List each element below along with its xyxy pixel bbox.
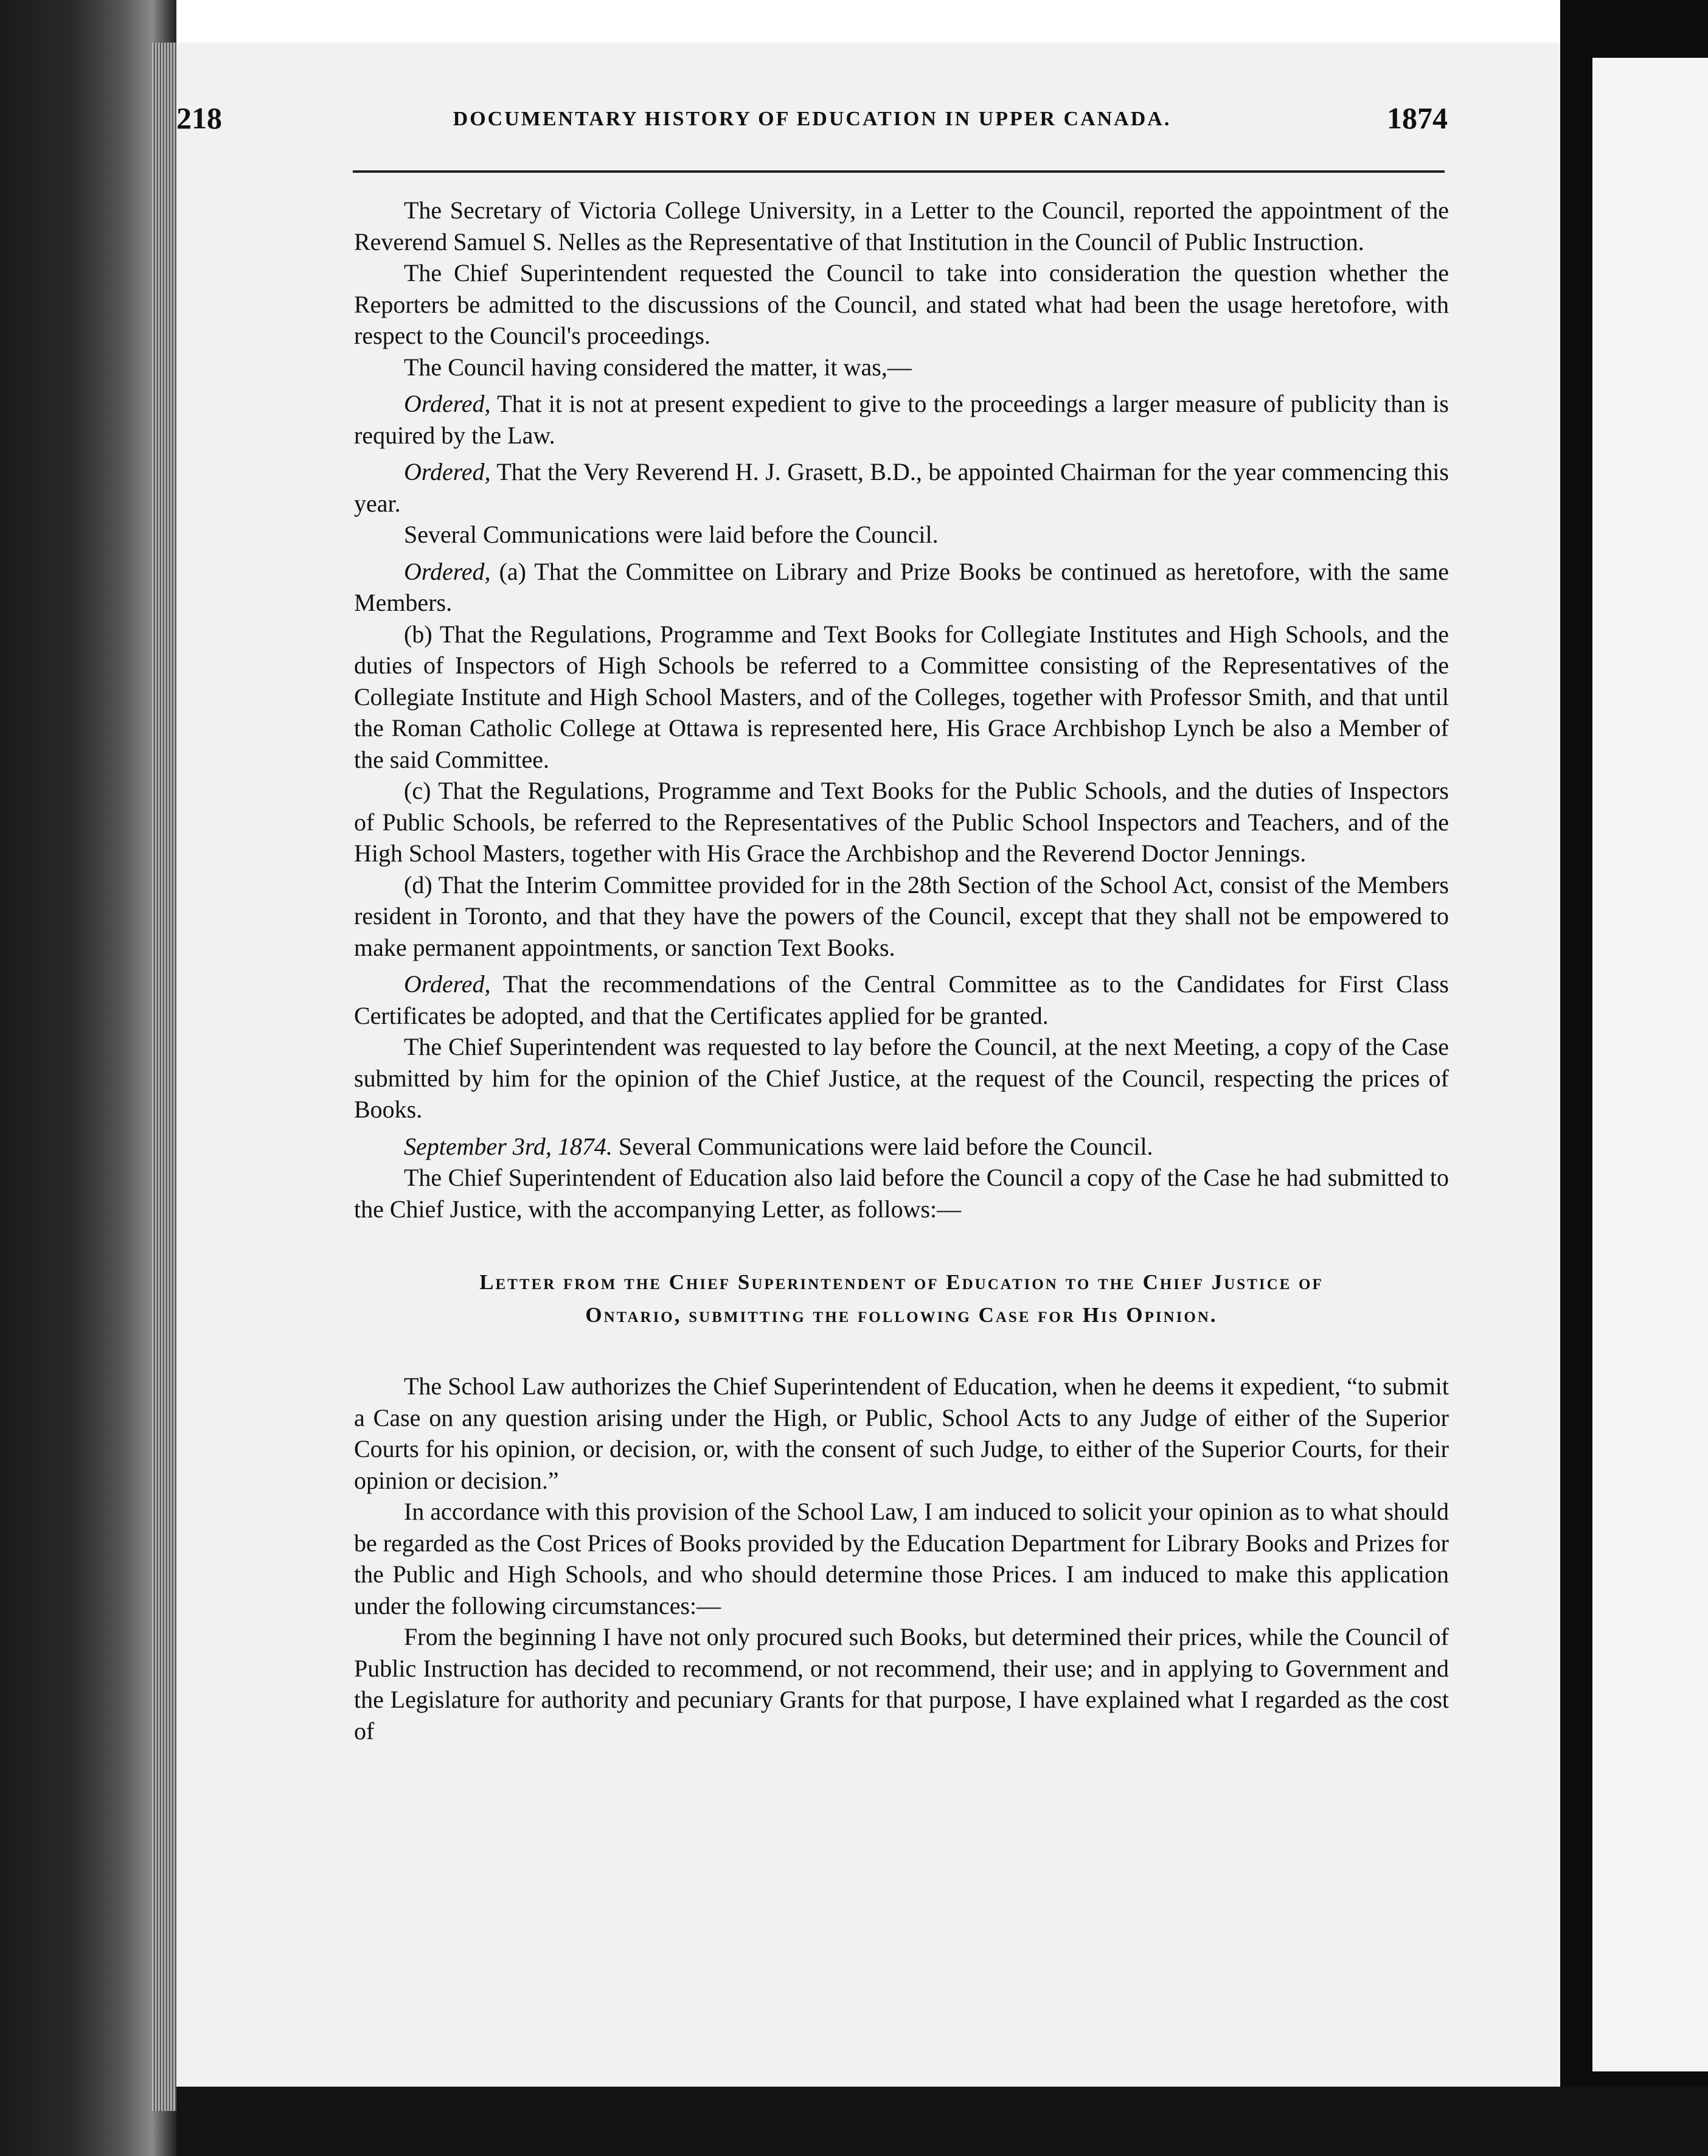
paragraph: The Secretary of Victoria College University, in a Letter to the Council, reported the appointment of the Reverend Samuel S. Nelles as the Representative of that Institution in the Council of Public Instruction.	[354, 196, 1449, 256]
paragraph: Several Communications were laid before the Council.	[404, 521, 939, 548]
ordered-lead: Ordered,	[404, 557, 491, 585]
page-body	[354, 195, 1449, 1747]
letter-paragraph: In accordance with this provision of the School Law, I am induced to solicit your opinion as to what should be regarded as the Cost Prices of Books provided by the Education Department for Library Books and Prizes for the Public and High Schools, and who should determine those Prices. I am induced to make this application under the following circumstances:—	[354, 1498, 1449, 1619]
ordered-lead: Ordered,	[404, 458, 491, 485]
paragraph: (c) That the Regulations, Programme and Text Books for the Public Schools, and the duties of Inspectors of Public Schools, be referred to the Representatives of the Public School Inspectors and Teachers, and of the High School Masters, together with His Grace the Archbishop and the Reverend Doctor Jennings.	[354, 777, 1449, 867]
letter-paragraph: The School Law authorizes the Chief Superintendent of Education, when he deems it expedient, “to submit a Case on any question arising under the High, or Public, School Acts to any Judge of either of the Superior Courts for his opinion, or decision, or, with the consent of such Judge, to either of the Superior Courts, for their opinion or decision.”	[354, 1372, 1449, 1494]
page-edges	[152, 43, 176, 2111]
paragraph: Ordered, That it is not at present expedient to give to the proceedings a larger measure of publicity than is required by the Law.	[354, 390, 1449, 449]
ordered-lead: Ordered,	[404, 970, 491, 998]
paragraph: Ordered, That the Very Reverend H. J. Grasett, B.D., be appointed Chairman for the year commencing this year.	[354, 458, 1449, 517]
facing-page-edge	[1592, 58, 1708, 2071]
paragraph: September 3rd, 1874. Several Communications were laid before the Council.	[404, 1132, 1153, 1160]
paragraph: The Chief Superintendent of Education also laid before the Council a copy of the Case he had submitted to the Chief Justice, with the accompanying Letter, as follows:—	[354, 1164, 1449, 1223]
page-number: 218	[176, 101, 222, 135]
section-heading-line: Ontario, submitting the following Case for His Opinion.	[585, 1303, 1218, 1327]
paragraph: (b) That the Regulations, Programme and Text Books for Collegiate Institutes and High Schools, and the duties of Inspectors of High Schools be referred to a Committee consisting of the Representatives of the Collegiate Institute and High School Masters, and of the Colleges, together with Professor Smith, and that until the Roman Catholic College at Ottawa is represented here, His Grace Archbishop Lynch be also a Member of the said Committee.	[354, 620, 1449, 773]
paragraph: The Council having considered the matter, it was,—	[404, 353, 912, 381]
ordered-lead: Ordered,	[404, 390, 491, 417]
running-title: DOCUMENTARY HISTORY OF EDUCATION IN UPPER CANADA.	[453, 108, 1172, 130]
paragraph: The Chief Superintendent was requested to lay before the Council, at the next Meeting, a copy of the Case submitted by him for the opinion of the Chief Justice, at the request of the Council, respecting the prices of Books.	[354, 1033, 1449, 1123]
paragraph: Ordered, That the recommendations of the Central Committee as to the Candidates for First Class Certificates be adopted, and that the Certificates applied for be granted.	[354, 970, 1449, 1029]
date-lead: September 3rd, 1874.	[404, 1132, 613, 1160]
letter-paragraph: From the beginning I have not only procured such Books, but determined their prices, while the Council of Public Instruction has decided to recommend, or not recommend, their use; and in applying to Government and the Legislature for authority and pecuniary Grants for that purpose, I have explained what I regarded as the cost of	[354, 1623, 1449, 1745]
section-heading	[354, 1266, 1449, 1332]
paragraph: (d) That the Interim Committee provided for in the 28th Section of the School Act, consist of the Members resident in Toronto, and that they have the powers of the Council, except that they shall not be empowered to make permanent appointments, or sanction Text Books.	[354, 871, 1449, 961]
running-header	[176, 94, 1448, 149]
header-rule	[353, 170, 1445, 173]
paragraph: Ordered, (a) That the Committee on Library and Prize Books be continued as heretofore, with the same Members.	[354, 557, 1449, 616]
bottom-scan-border	[176, 2087, 1708, 2156]
header-year: 1874	[1387, 101, 1448, 135]
book-spine	[0, 0, 176, 2156]
section-heading-line: Letter from the Chief Superintendent of Education to the Chief Justice of	[479, 1270, 1324, 1294]
paragraph: The Chief Superintendent requested the Council to take into consideration the question whether the Reporters be admitted to the discussions of the Council, and stated what had been the usage heretofore, with respect to the Council's proceedings.	[354, 259, 1449, 349]
